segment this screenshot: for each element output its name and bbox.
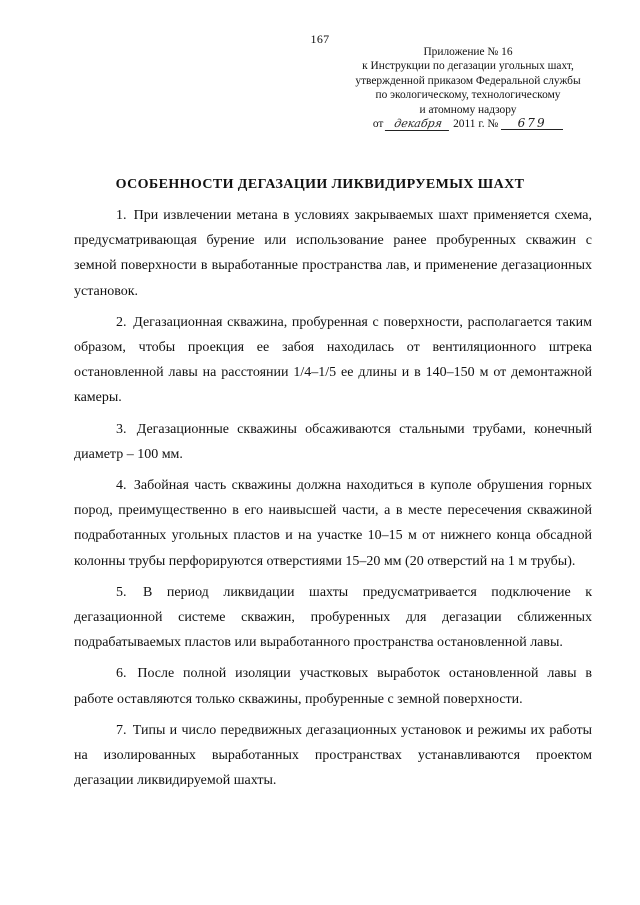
paragraph-2 (74, 310, 592, 411)
paragraph-number: 3. (116, 421, 127, 437)
paragraph-text: После полной изоляции участковых выработок остановленной лавы в работе оставляются только скважины, пробуренные с земной поверхности. (74, 666, 592, 707)
paragraph-1 (74, 203, 592, 304)
appendix-line: и атомному надзору (419, 103, 517, 116)
paragraph-3 (74, 417, 592, 467)
date-prefix: от (372, 118, 384, 131)
paragraph-text: Дегазационные скважины обсаживаются стальными трубами, конечный диаметр – 100 мм. (74, 421, 593, 462)
paragraph-text: В период ликвидации шахты предусматривается подключение к дегазационной системе скважин, пробуренных для дегазации сближенных подрабатываемых пластов или выработанного пространства остановленной лавы. (74, 584, 593, 651)
paragraph-5 (74, 580, 592, 656)
paragraph-number: 6. (116, 666, 127, 682)
paragraph-text: Типы и число передвижных дегазационных установок и режимы их работы на изолированных выработанных пространствах устанавливаются проектом дегазации ликвидируемой шахты. (74, 722, 592, 789)
paragraph-number: 7. (116, 722, 127, 738)
appendix-line: по экологическому, технологическому (375, 89, 561, 102)
paragraph-text: Дегазационная скважина, пробуренная с поверхности, располагается таким образом, чтобы проекция ее забоя находилась от вентиляционного штрека остановленной лавы на расстоянии 1/4–1/5 ее длины и в 140–150 м от демонтажной камеры. (74, 314, 592, 406)
appendix-line: Приложение № 16 (423, 46, 513, 58)
paragraph-7 (74, 718, 592, 794)
appendix-header (318, 45, 618, 131)
handwritten-order-number: 679 (501, 117, 563, 130)
paragraph-6 (74, 661, 592, 711)
appendix-line: утвержденной приказом Федеральной службы (355, 74, 581, 87)
document-body (74, 203, 592, 799)
paragraph-text: Забойная часть скважины должна находиться в куполе обрушения горных пород, преимущественно в его наивысшей части, а в месте пересечения скважиной подработанных угольных пластов и на участке 10–15 м от нижнего конца обсадной колонны трубы перфорируются отверстиями 15–20 мм (20 отверстий на 1 м трубы). (74, 478, 592, 569)
paragraph-text: При извлечении метана в условиях закрываемых шахт применяется схема, предусматривающая бурение или использование ранее пробуренных скважин с земной поверхности в выработанные пространства лав, и применение дегазационных установок. (74, 208, 593, 299)
appendix-date-line (318, 117, 618, 131)
appendix-line: к Инструкции по дегазации угольных шахт, (362, 60, 574, 73)
paragraph-number: 1. (116, 208, 127, 223)
document-title: ОСОБЕННОСТИ ДЕГАЗАЦИИ ЛИКВИДИРУЕМЫХ ШАХТ (115, 177, 525, 192)
handwritten-date: декабря (385, 118, 451, 131)
page-number: 167 (310, 32, 330, 46)
paragraph-number: 2. (116, 314, 127, 330)
paragraph-number: 4. (116, 478, 127, 494)
paragraph-number: 5. (116, 584, 127, 600)
date-year: 2011 г. № (453, 118, 499, 131)
paragraph-4 (74, 473, 592, 574)
